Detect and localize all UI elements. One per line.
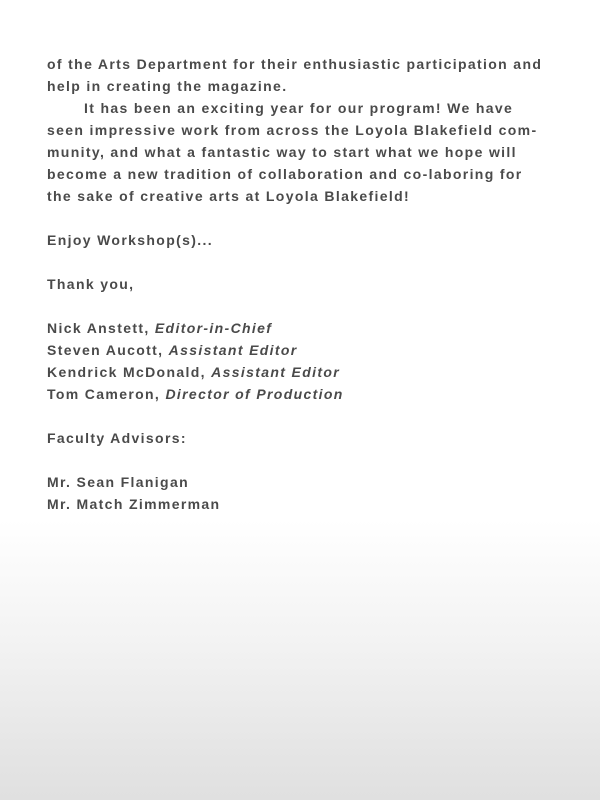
staff-role: Editor-in-Chief <box>154 320 273 336</box>
staff-entry <box>47 383 572 405</box>
staff-entry <box>47 361 572 383</box>
spacer <box>47 449 572 471</box>
thanks-line: Thank you, <box>47 276 135 292</box>
paragraph-line: seen impressive work from across the Loyola Blakefield com- <box>47 122 538 138</box>
spacer <box>47 295 572 317</box>
advisor-name: Mr. Sean Flanigan <box>47 474 189 490</box>
letter-body <box>47 53 572 515</box>
paragraph-line: It has been an exciting year for our program! We have <box>84 100 514 116</box>
staff-name: Kendrick McDonald, <box>47 364 206 380</box>
spacer <box>47 405 572 427</box>
staff-entry <box>47 339 572 361</box>
staff-role: Director of Production <box>165 386 344 402</box>
spacer <box>47 207 572 229</box>
paragraph-line: become a new tradition of collaboration and co-laboring for <box>47 166 523 182</box>
staff-entry <box>47 317 572 339</box>
enjoy-line: Enjoy Workshop(s)... <box>47 232 213 248</box>
advisor-name: Mr. Match Zimmerman <box>47 496 221 512</box>
staff-name: Tom Cameron, <box>47 386 161 402</box>
staff-name: Nick Anstett, <box>47 320 150 336</box>
paragraph-line: the sake of creative arts at Loyola Blakefield! <box>47 188 411 204</box>
spacer <box>47 251 572 273</box>
intro-line: help in creating the magazine. <box>47 78 288 94</box>
intro-line: of the Arts Department for their enthusiastic participation and <box>47 56 543 72</box>
staff-name: Steven Aucott, <box>47 342 164 358</box>
paragraph-line: munity, and what a fantastic way to start what we hope will <box>47 144 517 160</box>
staff-role: Assistant Editor <box>168 342 298 358</box>
advisors-heading: Faculty Advisors: <box>47 430 187 446</box>
staff-role: Assistant Editor <box>211 364 341 380</box>
